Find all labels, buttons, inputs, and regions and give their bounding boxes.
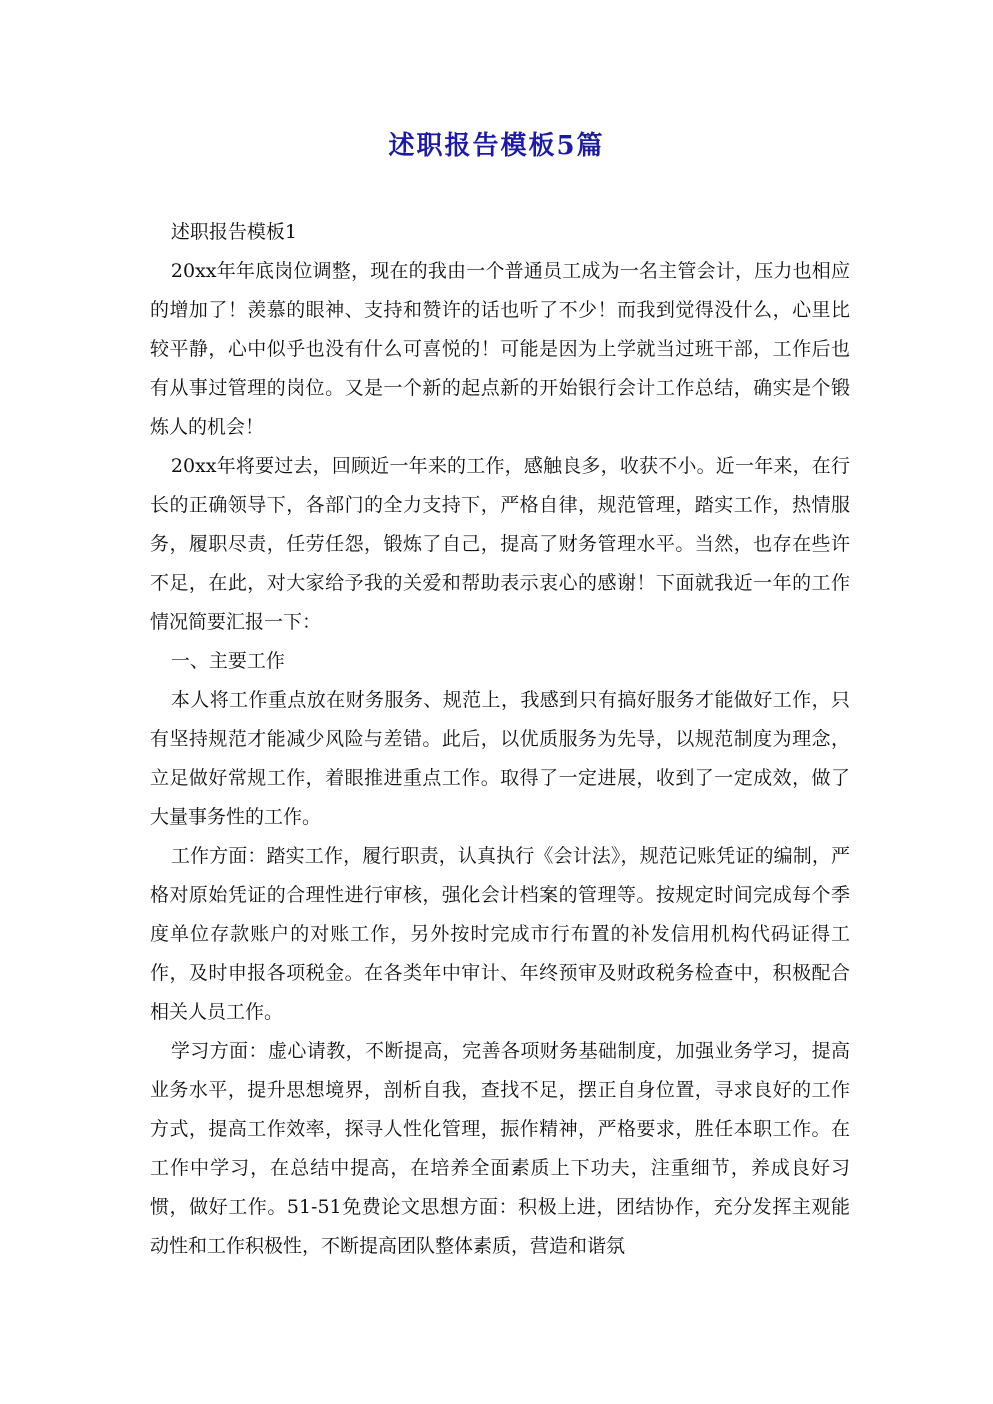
paragraph: 工作方面：踏实工作，履行职责，认真执行《会计法》，规范记账凭证的编制，严格对原始凭证的合理性进行审核，强化会计档案的管理等。按规定时间完成每个季度单位存款账户的对账工作，另外按时完成市行布置的补发信用机构代码证得工作，及时申报各项税金。在各类年中审计、年终预审及财政税务检查中，积极配合相关人员工作。 — [150, 845, 850, 1023]
section-heading-main-work: 一、主要工作 — [170, 650, 285, 672]
paragraph: 学习方面：虚心请教，不断提高，完善各项财务基础制度，加强业务学习，提高业务水平，提升思想境界，剖析自我，查找不足，摆正自身位置，寻求良好的工作方式，提高工作效率，探寻人性化管理，振作精神，严格要求，胜任本职工作。在工作中学习，在总结中提高，在培养全面素质上下功夫，注重细节，养成良好习惯，做好工作。51-51免费论文思想方面：积极上进，团结协作，充分发挥主观能动性和工作积极性，不断提高团队整体素质，营造和谐氛 — [150, 1040, 850, 1257]
paragraph: 20xx年将要过去，回顾近一年来的工作，感触良多，收获不小。近一年来，在行长的正确领导下，各部门的全力支持下，严格自律，规范管理，踏实工作，热情服务，履职尽责，任劳任怨，锻炼了自己，提高了财务管理水平。当然，也存在些许不足，在此，对大家给予我的关爱和帮助表示衷心的感谢！下面就我近一年的工作情况简要汇报一下： — [150, 455, 850, 633]
paragraph: 20xx年年底岗位调整，现在的我由一个普通员工成为一名主管会计，压力也相应的增加了！羡慕的眼神、支持和赞许的话也听了不少！而我到觉得没什么，心里比较平静，心中似乎也没有什么可喜悦的！可能是因为上学就当过班干部，工作后也有从事过管理的岗位。又是一个新的起点新的开始银行会计工作总结，确实是个锻炼人的机会！ — [150, 260, 850, 438]
paragraph: 本人将工作重点放在财务服务、规范上，我感到只有搞好服务才能做好工作，只有坚持规范才能减少风险与差错。此后，以优质服务为先导，以规范制度为理念，立足做好常规工作，着眼推进重点工作。取得了一定进展，收到了一定成效，做了大量事务性的工作。 — [150, 689, 850, 828]
document-title: 述职报告模板5篇 — [388, 131, 605, 161]
document-body — [150, 213, 850, 1266]
section-heading-template-1: 述职报告模板1 — [170, 221, 297, 243]
